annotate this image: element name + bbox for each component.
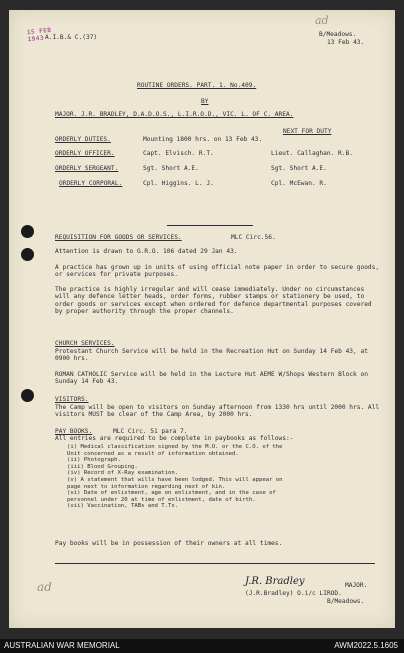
requisition-para-irregular: The practice is highly irregular and will cease immediately. Under no circumstances will any defence letter heads, order forms, rubber stamps or stationery be used, to order goods or services except when ordered for defence departmental purposes covered by proper authority through the proper channels. bbox=[55, 286, 372, 316]
duty-label-2: ORDERLY SERGEANT. bbox=[55, 165, 119, 172]
paybooks-item: personnel under 20 at time of enlistment, date of birth. bbox=[67, 496, 256, 503]
paybooks-item: (iii) Blood Grouping. bbox=[67, 463, 138, 470]
handwritten-signature: J.R. Bradley bbox=[245, 576, 305, 587]
paybooks-item: (v) A statement that wills have been lodged. This will appear on bbox=[67, 476, 283, 483]
paybooks-item: (vii) Vaccination, TABs and T.Ts. bbox=[67, 503, 179, 510]
issuer-line: MAJOR. J.R. BRADLEY, D.A.D.O.S., L.I.R.O.D., VIC. L. OF C. AREA. bbox=[55, 111, 294, 118]
received-date-stamp: 15 FEB 1943 bbox=[26, 26, 52, 44]
next-for-duty-heading: NEXT FOR DUTY bbox=[283, 128, 332, 135]
pencil-initials-top: ad bbox=[315, 14, 329, 27]
church-protestant: Protestant Church Service will be held in the Recreation Hut on Sunday 14 Feb 43, at 0900 hrs. bbox=[55, 348, 368, 363]
duty-value-3: Cpl. Higgins. L. J. bbox=[143, 180, 214, 187]
paybooks-item: page next to information regarding next of kin. bbox=[67, 483, 226, 490]
signatory-place: B/Meadows. bbox=[327, 598, 365, 605]
paybooks-item: (iv) Record of X-Ray examination. bbox=[67, 470, 179, 477]
paybooks-list bbox=[67, 444, 283, 510]
routine-orders-title: ROUTINE ORDERS. PART. 1. No.409. bbox=[137, 82, 257, 89]
requisition-attention: Attention is drawn to G.R.O. 106 dated 29 Jan 43. bbox=[55, 248, 238, 255]
duty-next-2: Sgt. Short A.E. bbox=[271, 165, 327, 172]
duty-label-0: ORDERLY DUTIES. bbox=[55, 136, 111, 143]
punch-hole-top bbox=[21, 225, 34, 238]
duty-value-1: Capt. Elvisch. R.T. bbox=[143, 150, 214, 157]
duty-next-1: Lieut. Callaghan. R.B. bbox=[271, 150, 353, 157]
requisition-heading: REQUISITION FOR GOODS OR SERVICES. bbox=[55, 234, 182, 241]
paybooks-closing: Pay books will be in possession of their owners at all times. bbox=[55, 540, 283, 547]
visitors-heading: VISITORS. bbox=[55, 396, 89, 403]
paybooks-ref: MLC Circ. 51 para 7. bbox=[113, 428, 188, 435]
by-label: BY bbox=[201, 98, 209, 105]
paybooks-intro: All entries are required to be complete in paybooks as follows:- bbox=[55, 435, 294, 442]
requisition-para-practice: A practice has grown up in units of using official note paper in order to secure goods, or services for private purposes. bbox=[55, 264, 380, 279]
church-heading: CHURCH SERVICES. bbox=[55, 340, 115, 347]
duty-value-0: Mounting 1800 hrs. on 13 Feb 43. bbox=[143, 136, 263, 143]
section-divider bbox=[167, 225, 253, 226]
duty-value-2: Sgt. Short A.E. bbox=[143, 165, 199, 172]
paybooks-item: (vi) Date of enlistment, age on enlistment, and in the case of bbox=[67, 490, 276, 497]
institution-name: AUSTRALIAN WAR MEMORIAL bbox=[4, 641, 120, 650]
paybooks-item: (i) Medical classification signed by the M.O. or the C.O. of the bbox=[67, 444, 283, 450]
signatory-name: (J.R.Bradley) O.i/c LIROD. bbox=[245, 590, 342, 597]
paybooks-item: (ii) Photograph. bbox=[67, 457, 121, 464]
requisition-ref: MLC Circ.56. bbox=[231, 234, 276, 241]
duty-label-1: ORDERLY OFFICER. bbox=[55, 150, 115, 157]
catalogue-number: AWM2022.5.1605 bbox=[334, 641, 398, 650]
signature-rule bbox=[55, 563, 375, 564]
duty-next-3: Cpl. McEwan. R. bbox=[271, 180, 327, 187]
location-header: B/Meadows. bbox=[319, 31, 357, 38]
document-page bbox=[9, 10, 395, 628]
date-header: 13 Feb 43. bbox=[327, 39, 365, 46]
archive-footer bbox=[0, 639, 404, 653]
punch-hole-middle bbox=[21, 248, 34, 261]
reference-code: A.I.B.& C.(37) bbox=[45, 34, 98, 41]
punch-hole-bottom bbox=[21, 389, 34, 402]
church-roman-catholic: ROMAN CATHOLIC Service will be held in the Lecture Hut AEME W/Shops Western Block on Sunday 14 Feb 43. bbox=[55, 371, 368, 386]
paybooks-heading: PAY BOOKS. bbox=[55, 428, 93, 435]
visitors-text: The Camp will be open to visitors on Sunday afternoon from 1330 hrs until 2000 hrs. All visitors MUST be clear of the Camp Area, by 2000 hrs. bbox=[55, 404, 380, 419]
duty-label-3: ORDERLY CORPORAL. bbox=[59, 180, 123, 187]
signatory-rank: MAJOR. bbox=[345, 582, 368, 589]
paybooks-item: Unit concerned as a result of information obtained. bbox=[67, 450, 239, 457]
pencil-initials-margin: ad bbox=[37, 580, 52, 594]
